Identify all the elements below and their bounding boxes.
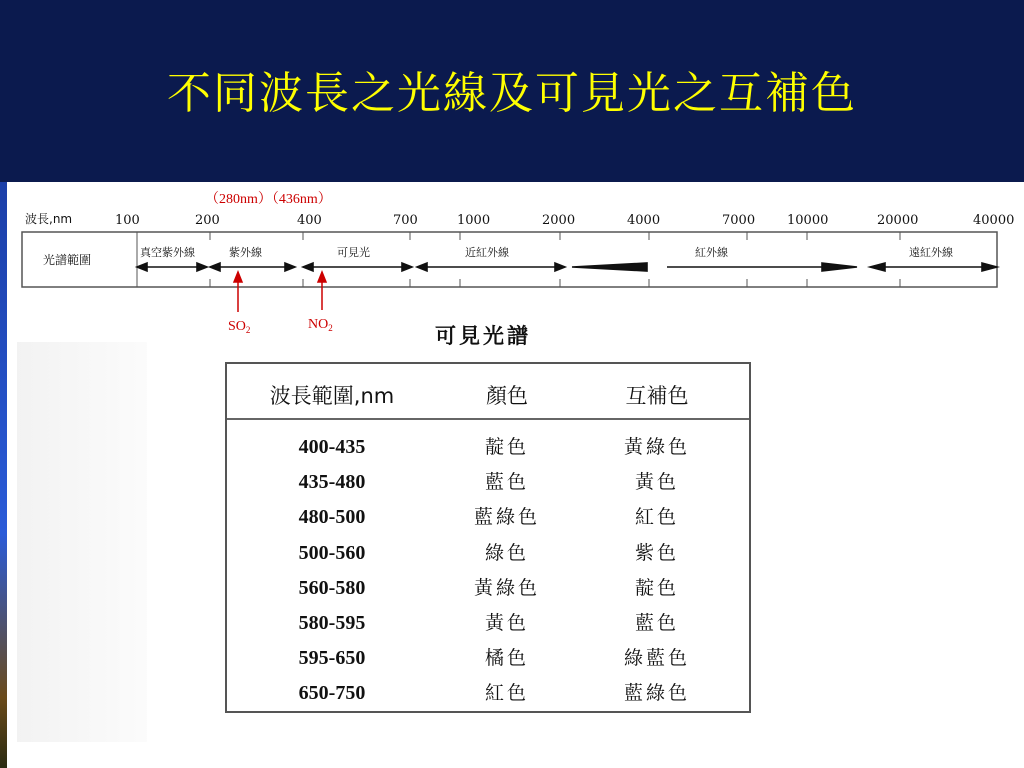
no2-marker-label: $NO_2$ [308,317,333,333]
tick-label: 10000 [787,213,829,228]
cell-complementary: 黃色 [634,471,679,494]
cell-color: 黃色 [484,612,529,634]
region-near-ir: 近紅外線 [465,246,509,259]
region-ticks [210,232,900,287]
tick-label: 40000 [973,213,1015,228]
cell-wavelength-range: 560-580 [298,576,366,599]
region-ir: 紅外線 [695,246,728,259]
cell-wavelength-range: 435-480 [298,471,366,494]
cell-wavelength-range: 580-595 [298,612,366,634]
range-label: 光譜範圍 [43,253,92,267]
cell-wavelength-range: 400-435 [298,436,366,458]
cell-complementary: 藍色 [634,612,679,634]
cell-color: 綠色 [484,541,529,564]
header-complementary: 互補色 [625,384,689,408]
wavelength-label: 波長,nm [25,212,73,226]
wavelength-annotation: （280nm）（436nm） [205,192,332,207]
cell-complementary: 藍綠色 [623,682,690,705]
tick-label: 400 [297,213,322,228]
header-divider [227,418,749,420]
cell-complementary: 紫色 [634,541,679,564]
tick-label: 100 [115,213,140,228]
cell-color: 藍綠色 [473,506,540,529]
cell-color: 橘色 [484,647,529,670]
cell-complementary: 黃綠色 [623,436,690,458]
cell-color: 黃綠色 [473,576,540,599]
region-uv: 紫外線 [229,246,262,259]
gas-markers [234,272,326,312]
scan-background [17,342,147,742]
tick-label: 4000 [627,213,661,228]
cell-complementary: 靛色 [634,576,679,599]
tick-labels [115,213,1014,228]
tick-label: 7000 [722,213,756,228]
spectrum-box [22,232,997,287]
tick-label: 200 [195,213,220,228]
region-visible: 可見光 [337,246,370,259]
tick-label: 1000 [457,213,491,228]
spectrum-diagram [7,182,1024,342]
region-far-ir: 遠紅外線 [909,246,953,259]
cell-wavelength-range: 595-650 [298,647,366,670]
header-color: 顏色 [486,384,528,408]
cell-complementary: 紅色 [634,506,679,529]
tick-label: 700 [393,213,418,228]
cell-color: 靛色 [484,436,529,458]
cell-wavelength-range: 480-500 [298,506,366,529]
cell-wavelength-range: 500-560 [298,541,366,564]
slide-title: 不同波長之光線及可見光之互補色 [167,68,857,119]
tick-label: 20000 [877,213,919,228]
region-vacuum-uv: 真空紫外線 [140,246,195,259]
so2-marker-label: $SO_2$ [228,319,251,335]
header-wavelength-range: 波長範圍,nm [269,384,395,408]
cell-color: 紅色 [484,682,529,705]
visible-spectrum-title: 可見光譜 [435,324,531,348]
left-edge-decoration [0,182,7,768]
cell-wavelength-range: 650-750 [298,682,366,705]
cell-complementary: 綠藍色 [623,647,690,670]
visible-spectrum-table [225,362,751,713]
tick-label: 2000 [542,213,576,228]
content-area [7,182,1024,768]
cell-color: 藍色 [484,471,529,494]
region-arrows [137,263,997,271]
